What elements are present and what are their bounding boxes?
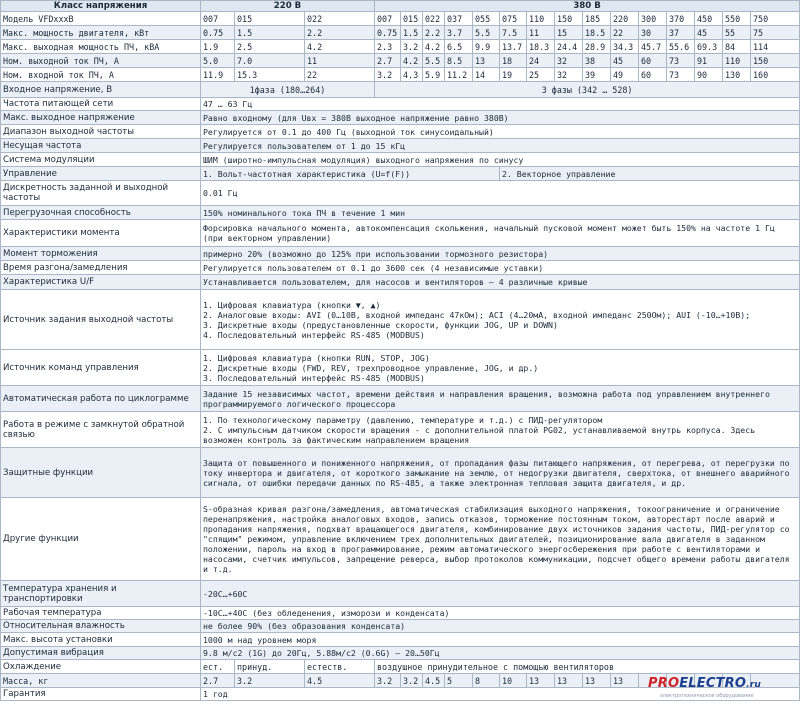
cell: 11 bbox=[527, 26, 555, 40]
row-value: примерно 20% (возможно до 125% при использовании тормозного резистора) bbox=[201, 247, 800, 261]
spec-row bbox=[1, 125, 800, 139]
cell: 2.2 bbox=[423, 26, 445, 40]
altitude-row bbox=[1, 633, 800, 647]
row-value: 1 год bbox=[201, 688, 800, 701]
cell: 750 bbox=[751, 12, 800, 26]
cell: 84 bbox=[723, 40, 751, 54]
cell: 22 bbox=[305, 68, 375, 82]
row-value: Защита от повышенного и пониженного напряжения, от пропадания фазы питающего напряжения, от перегрева, от перегрузки по току инвертора и двигателя, от короткого замыкание на землю, от недогрузки двигателя, сверхтока, от внешнего аварийного сигнала, от ошибки передачи данных по RS-485, а также электронная тепловая защита двигателя, и др. bbox=[201, 448, 800, 498]
cell: 45 bbox=[611, 54, 639, 68]
cell: 4.2 bbox=[305, 40, 375, 54]
cell: 0.75 bbox=[201, 26, 235, 40]
cell: 5.9 bbox=[423, 68, 445, 82]
power-row bbox=[1, 26, 800, 40]
cell: 55 bbox=[723, 26, 751, 40]
cell: 24.4 bbox=[555, 40, 583, 54]
auto-cycle-row bbox=[1, 386, 800, 412]
cell: 22 bbox=[611, 26, 639, 40]
cell: 2.5 bbox=[235, 40, 305, 54]
control-row bbox=[1, 167, 800, 181]
spec-row bbox=[1, 98, 800, 111]
control-option-1: 1. Вольт-частотная характеристика (U=f(F)) bbox=[201, 167, 500, 181]
torque-row bbox=[1, 220, 800, 247]
row-value: -20С…+60С bbox=[201, 581, 800, 607]
storage-row bbox=[1, 581, 800, 607]
list-item: 3. Последовательный интерфейс RS-485 (MODBUS) bbox=[203, 372, 425, 383]
row-label: Источник задания выходной частоты bbox=[1, 290, 201, 350]
cell: 9.9 bbox=[473, 40, 500, 54]
row-value: Задание 15 независимых частот, времени действия и направления вращения, возможна работа под управлением внутреннего программируемого логического процессора bbox=[201, 386, 800, 412]
list-item: 1. Цифровая клавиатура (кнопки ▼, ▲) bbox=[203, 299, 381, 310]
row-label: Момент торможения bbox=[1, 247, 201, 261]
cell: 2.7 bbox=[375, 54, 401, 68]
row-value bbox=[201, 412, 800, 448]
cell: 14 bbox=[473, 68, 500, 82]
group-220-label: 220 В bbox=[201, 1, 375, 12]
cell: 45.7 bbox=[639, 40, 667, 54]
cell: 550 bbox=[723, 12, 751, 26]
cell: 15.3 bbox=[235, 68, 305, 82]
cell: 8 bbox=[473, 674, 500, 688]
cell: 60 bbox=[639, 54, 667, 68]
cell: 007 bbox=[201, 12, 235, 26]
cell: 007 bbox=[375, 12, 401, 26]
cell: 38 bbox=[583, 54, 611, 68]
row-value: 9.8 м/с2 (1G) до 20Гц, 5.88м/с2 (0.6G) – 20…50Гц bbox=[201, 647, 800, 660]
cell: 3.2 bbox=[401, 40, 423, 54]
work-temp-row bbox=[1, 607, 800, 620]
spec-row bbox=[1, 139, 800, 153]
cell: 2.2 bbox=[305, 26, 375, 40]
cell: 15 bbox=[555, 26, 583, 40]
cell: 13 bbox=[473, 54, 500, 68]
row-value bbox=[201, 350, 800, 386]
cell: 4.5 bbox=[423, 674, 445, 688]
list-item: 3. Дискретные входы (предустановленные скорости, функции JOG, UP и DOWN) bbox=[203, 319, 558, 330]
row-label: Несущая частота bbox=[1, 139, 201, 153]
cell: 1.5 bbox=[235, 26, 305, 40]
row-label: Относительная влажность bbox=[1, 620, 201, 633]
cell: 150 bbox=[555, 12, 583, 26]
vibration-row bbox=[1, 647, 800, 660]
list-item: 2. Дискретные входы (FWD, REV, трехпроводное управление, JOG, и др.) bbox=[203, 362, 539, 373]
cell: 6.5 bbox=[445, 40, 473, 54]
row-label: Защитные функции bbox=[1, 448, 201, 498]
row-label: Управление bbox=[1, 167, 201, 181]
cell: естеств. bbox=[305, 660, 375, 674]
cell: 24 bbox=[527, 54, 555, 68]
row-label: Охлаждение bbox=[1, 660, 201, 674]
cell: 7.0 bbox=[235, 54, 305, 68]
row-label: Макс. выходная мощность ПЧ, кВА bbox=[1, 40, 201, 54]
cooling-380: воздушное принудительное с помощью вентиляторов bbox=[375, 660, 800, 674]
cell: 45 bbox=[695, 26, 723, 40]
cell: 7.5 bbox=[500, 26, 527, 40]
voltage-class-label: Класс напряжения bbox=[1, 1, 201, 12]
cell: 114 bbox=[751, 40, 800, 54]
cell: 13 bbox=[555, 674, 583, 688]
row-value: Равно входному (для Uвх = 380В выходное напряжение равно 380В) bbox=[201, 111, 800, 125]
cell: 32 bbox=[555, 54, 583, 68]
cell: 13 bbox=[611, 674, 639, 688]
cell: 32 bbox=[555, 68, 583, 82]
cell: 3.2 bbox=[375, 674, 401, 688]
row-label: Частота питающей сети bbox=[1, 98, 201, 111]
cell: 4.3 bbox=[401, 68, 423, 82]
cell: 150 bbox=[751, 54, 800, 68]
cell: 10 bbox=[500, 674, 527, 688]
cell: 1.9 bbox=[201, 40, 235, 54]
cell: 4.2 bbox=[401, 54, 423, 68]
row-label: Модель VFDxxxB bbox=[1, 12, 201, 26]
row-label: Источник команд управления bbox=[1, 350, 201, 386]
row-label: Входное напряжение, В bbox=[1, 82, 201, 98]
cell: 11.9 bbox=[201, 68, 235, 82]
uf-row bbox=[1, 275, 800, 290]
cell: 075 bbox=[500, 12, 527, 26]
row-value: Регулируется пользователем от 1 до 15 кГц bbox=[201, 139, 800, 153]
input-voltage-220: 1фаза (180…264) bbox=[201, 82, 375, 98]
cell: 3.2 bbox=[375, 68, 401, 82]
cell: 60 bbox=[639, 68, 667, 82]
row-label: Система модуляции bbox=[1, 153, 201, 167]
accel-row bbox=[1, 261, 800, 275]
row-value: 47 … 63 Гц bbox=[201, 98, 800, 111]
cell: 19 bbox=[500, 68, 527, 82]
cell: 28.9 bbox=[583, 40, 611, 54]
cell: 13 bbox=[527, 674, 555, 688]
row-label: Допустимая вибрация bbox=[1, 647, 201, 660]
cell: 1.5 bbox=[401, 26, 423, 40]
cell: 300 bbox=[639, 12, 667, 26]
cell: 022 bbox=[423, 12, 445, 26]
cell: 55.6 bbox=[667, 40, 695, 54]
row-label: Другие функции bbox=[1, 498, 201, 581]
row-value: Регулируется от 0.1 до 400 Гц (выходной ток синусоидальный) bbox=[201, 125, 800, 139]
cell: 0.75 bbox=[375, 26, 401, 40]
cell: 185 bbox=[583, 12, 611, 26]
row-value: 1000 м над уровнем моря bbox=[201, 633, 800, 647]
cell: 73 bbox=[667, 68, 695, 82]
cmd-source-row bbox=[1, 350, 800, 386]
cell: 110 bbox=[723, 54, 751, 68]
cell: 13.7 bbox=[500, 40, 527, 54]
cell: 90 bbox=[695, 68, 723, 82]
freq-source-row bbox=[1, 290, 800, 350]
cell: принуд. bbox=[235, 660, 305, 674]
cell: 75 bbox=[751, 26, 800, 40]
cell: 220 bbox=[611, 12, 639, 26]
cell: 5.5 bbox=[423, 54, 445, 68]
row-value: 0.01 Гц bbox=[201, 181, 800, 206]
row-label: Работа в режиме с замкнутой обратной связью bbox=[1, 412, 201, 448]
row-label: Перегрузочная способность bbox=[1, 206, 201, 220]
other-row bbox=[1, 498, 800, 581]
cell: 18.5 bbox=[583, 26, 611, 40]
cell: 25 bbox=[527, 68, 555, 82]
cell: 015 bbox=[235, 12, 305, 26]
brake-row bbox=[1, 247, 800, 261]
in-current-row bbox=[1, 68, 800, 82]
spec-row bbox=[1, 153, 800, 167]
cell: 11 bbox=[305, 54, 375, 68]
row-label: Макс. высота установки bbox=[1, 633, 201, 647]
cell: 4.2 bbox=[423, 40, 445, 54]
row-value: Устанавливается пользователем, для насосов и вентиляторов – 4 различные кривые bbox=[201, 275, 800, 290]
list-item: 2. Аналоговые входы: AVI (0…10В, входной импеданс 47кОм); ACI (4…20мА, входной импеданс 250Ом); AUI (-10…+10В); bbox=[203, 309, 751, 320]
model-row bbox=[1, 12, 800, 26]
spec-row bbox=[1, 111, 800, 125]
row-value: 150% номинального тока ПЧ в течение 1 мин bbox=[201, 206, 800, 220]
input-voltage-row bbox=[1, 82, 800, 98]
cell: 69.3 bbox=[695, 40, 723, 54]
cell: 73 bbox=[667, 54, 695, 68]
row-label: Гарантия bbox=[1, 688, 201, 701]
cell: 37 bbox=[667, 26, 695, 40]
cell: 8.5 bbox=[445, 54, 473, 68]
cell: 037 bbox=[445, 12, 473, 26]
list-item: 1. По технологическому параметру (давлению, температуре и т.д.) с ПИД-регулятором bbox=[203, 414, 603, 425]
list-item: 1. Цифровая клавиатура (кнопки RUN, STOP, JOG) bbox=[203, 352, 430, 363]
cell: 11.2 bbox=[445, 68, 473, 82]
discrete-freq-row bbox=[1, 181, 800, 206]
cell: 18.3 bbox=[527, 40, 555, 54]
row-label: Масса, кг bbox=[1, 674, 201, 688]
cell: 130 bbox=[723, 68, 751, 82]
cell: 30 bbox=[639, 26, 667, 40]
row-label: Диапазон выходной частоты bbox=[1, 125, 201, 139]
row-value bbox=[201, 290, 800, 350]
row-value: -10С…+40С (без обледенения, изморози и конденсата) bbox=[201, 607, 800, 620]
cell: 34.3 bbox=[611, 40, 639, 54]
cell: 160 bbox=[751, 68, 800, 82]
row-label: Рабочая температура bbox=[1, 607, 201, 620]
cell: 450 bbox=[695, 12, 723, 26]
overload-row bbox=[1, 206, 800, 220]
row-label: Характеристика U/F bbox=[1, 275, 201, 290]
cell: 5 bbox=[445, 674, 473, 688]
cell: 015 bbox=[401, 12, 423, 26]
row-label: Температура хранения и транспортировки bbox=[1, 581, 201, 607]
cell: 2.3 bbox=[375, 40, 401, 54]
cell: 39 bbox=[583, 68, 611, 82]
cell: 4.5 bbox=[305, 674, 375, 688]
cell: 13 bbox=[583, 674, 611, 688]
group-380-label: 380 В bbox=[375, 1, 800, 12]
humidity-row bbox=[1, 620, 800, 633]
row-label: Ном. выходной ток ПЧ, А bbox=[1, 54, 201, 68]
list-item: 2. С импульсным датчиком скорости вращения - с дополнительной платой PG02, устанавливаемой внутрь корпуса. Здесь возможен контроль за фактическим направлением вращения bbox=[203, 424, 756, 445]
closed-loop-row bbox=[1, 412, 800, 448]
input-voltage-380: 3 фазы (342 … 528) bbox=[375, 82, 800, 98]
row-value: Регулируется пользователем от 0.1 до 3600 сек (4 независимые уставки) bbox=[201, 261, 800, 275]
cell: 5.5 bbox=[473, 26, 500, 40]
cell: ест. bbox=[201, 660, 235, 674]
row-label: Время разгона/замедления bbox=[1, 261, 201, 275]
header-row bbox=[1, 1, 800, 12]
cell: 022 bbox=[305, 12, 375, 26]
control-option-2: 2. Векторное управление bbox=[500, 167, 800, 181]
cell: 3.2 bbox=[401, 674, 423, 688]
cell: 49 bbox=[611, 68, 639, 82]
row-value: S-образная кривая разгона/замедления, автоматическая стабилизация выходного напряжения, токоограничение и ограничение перенапряжения, настройка аналоговых входов, запись отказов, торможение постоянным током, авторестарт после аварий и пропадания напряжения, подхват вращающегося двигателя, комбинирование двух источников задания частоты, ПИД-регулятор со "спящим" режимом, управление включением трех дополнительных двигателей, позиционирование вала двигателя в заданном положении, пароль на вход в программирование, режим автоматического энергосбережения при работе с вентиляторами и насосами, счетчик импульсов, запрещение реверса, выбор протоколов коммуникации, подсчет общего времени работы двигателя и т.д. bbox=[201, 498, 800, 581]
row-label: Дискретность заданной и выходной частоты bbox=[1, 181, 201, 206]
out-power-row bbox=[1, 40, 800, 54]
cell: 2.7 bbox=[201, 674, 235, 688]
proelectro-logo: PROELECTRO.ru bbox=[648, 676, 761, 691]
cooling-row bbox=[1, 660, 800, 674]
cell: 055 bbox=[473, 12, 500, 26]
logo-tagline: электротехническое оборудование bbox=[660, 693, 754, 699]
row-value: не более 90% (без образования конденсата) bbox=[201, 620, 800, 633]
cell: 370 bbox=[667, 12, 695, 26]
row-label: Ном. входной ток ПЧ, А bbox=[1, 68, 201, 82]
row-label: Характеристики момента bbox=[1, 220, 201, 247]
cell: 91 bbox=[695, 54, 723, 68]
cell: 3.7 bbox=[445, 26, 473, 40]
protection-row bbox=[1, 448, 800, 498]
row-value: ШИМ (широтно-импульсная модуляция) выходного напряжения по синусу bbox=[201, 153, 800, 167]
cell: 3.2 bbox=[235, 674, 305, 688]
cell: 18 bbox=[500, 54, 527, 68]
list-item: 4. Последовательный интерфейс RS-485 (MODBUS) bbox=[203, 329, 425, 340]
row-value: Форсировка начального момента, автокомпенсация скольжения, начальный пусковой момент может быть 150% на частоте 1 Гц (при векторном управлении) bbox=[201, 220, 800, 247]
cell: 110 bbox=[527, 12, 555, 26]
cell: 5.0 bbox=[201, 54, 235, 68]
out-current-row bbox=[1, 54, 800, 68]
row-label: Макс. мощность двигателя, кВт bbox=[1, 26, 201, 40]
row-label: Макс. выходное напряжение bbox=[1, 111, 201, 125]
row-label: Автоматическая работа по циклограмме bbox=[1, 386, 201, 412]
